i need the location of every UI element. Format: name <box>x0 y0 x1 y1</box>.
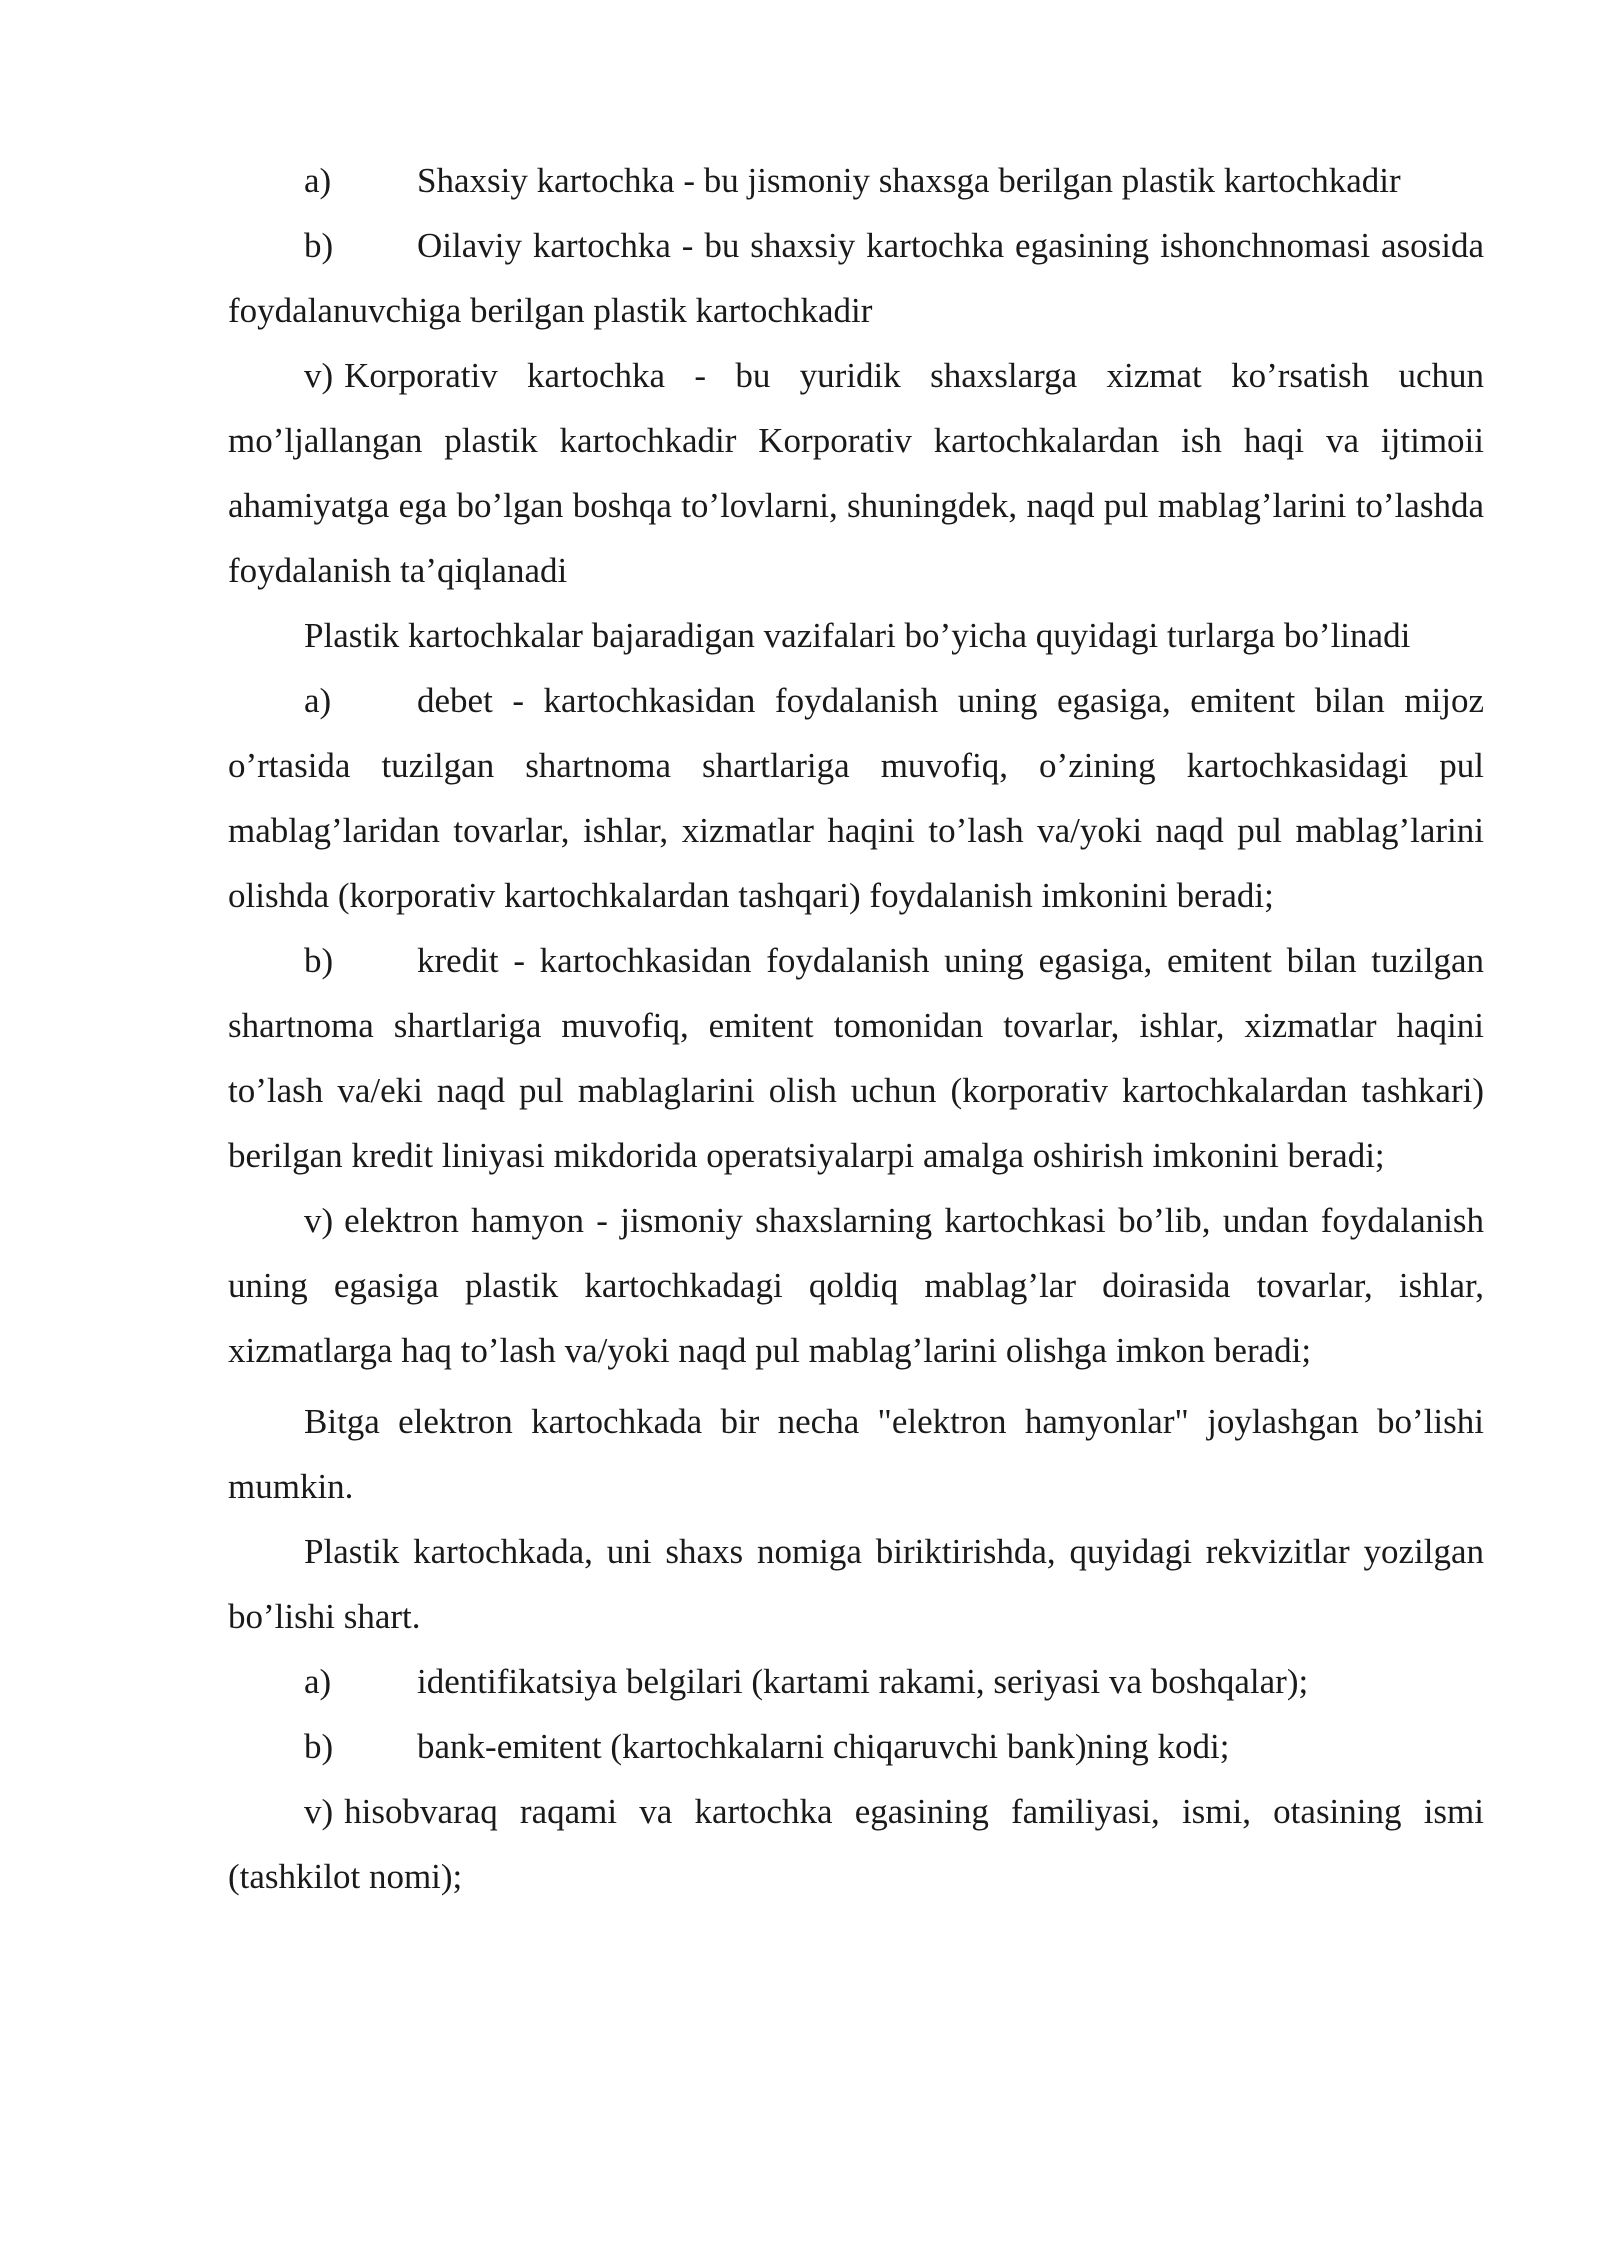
paragraph: Bitga elektron kartochkada bir necha "elektron hamyonlar" joylashgan bo’lishi mumkin. <box>228 1402 1484 1506</box>
list-marker: b) <box>304 1727 334 1766</box>
list-marker: a) <box>304 681 332 720</box>
paragraph: Plastik kartochkalar bajaradigan vazifalari bo’yicha quyidagi turlarga bo’linadi <box>304 616 1411 655</box>
list-item-text: debet - kartochkasidan foydalanish uning egasiga, emitent bilan mijoz o’rtasida tuzilgan shartnoma shartlariga muvofiq, o’zining kartochkasidagi pul mablag’laridan tovarlar, ishlar, xizmatlar haqini to’lash va/yoki naqd pul mablag’larini olishda (korporativ kartochkalardan tashqari) foydalanish imkonini beradi; <box>228 681 1484 915</box>
list-item <box>228 668 1484 928</box>
document-page <box>228 148 1484 1909</box>
list-marker: b) <box>304 941 334 980</box>
list-item-text: identifikatsiya belgilari (kartami rakami, seriyasi va boshqalar); <box>417 1662 1309 1701</box>
list-item <box>228 1779 1484 1909</box>
list-item <box>228 343 1484 603</box>
list-item-text: Oilaviy kartochka - bu shaxsiy kartochka egasining ishonchnomasi asosida foydalanuvchiga berilgan plastik kartochkadir <box>228 226 1484 330</box>
list-item-text: Shaxsiy kartochka - bu jismoniy shaxsga berilgan plastik kartochkadir <box>417 161 1401 200</box>
list-marker: a) <box>304 1662 332 1701</box>
list-item-text: kredit - kartochkasidan foydalanish uning egasiga, emitent bilan tuzilgan shartnoma shartlariga muvofiq, emitent tomonidan tovarlar, ishlar, xizmatlar haqini to’lash va/eki naqd pul mablaglarini olish uchun (korporativ kartochkalardan tashkari) berilgan kredit liniyasi mikdorida operatsiyalarpi amalga oshirish imkonini beradi; <box>228 941 1484 1175</box>
list-item <box>228 1649 1484 1714</box>
list-marker: v) <box>304 1792 334 1831</box>
list-marker: v) <box>304 1201 334 1240</box>
list-item-text: Korporativ kartochka - bu yuridik shaxslarga xizmat ko’rsatish uchun mo’ljallangan plastik kartochkadir Korporativ kartochkalardan ish haqi va ijtimoii ahamiyatga ega bo’lgan boshqa to’lovlarni, shuningdek, naqd pul mablag’larini to’lashda foydalanish ta’qiqlanadi <box>228 356 1484 590</box>
list-item-text: hisobvaraq raqami va kartochka egasining familiyasi, ismi, otasining ismi (tashkilot nomi); <box>228 1792 1484 1896</box>
list-item <box>228 213 1484 343</box>
paragraph: Plastik kartochkada, uni shaxs nomiga biriktirishda, quyidagi rekvizitlar yozilgan bo’lishi shart. <box>228 1532 1484 1636</box>
list-item <box>228 148 1484 213</box>
list-item <box>228 1188 1484 1383</box>
list-marker: a) <box>304 161 332 200</box>
list-item-text: bank-emitent (kartochkalarni chiqaruvchi bank)ning kodi; <box>417 1727 1230 1766</box>
list-item-text: elektron hamyon - jismoniy shaxslarning kartochkasi bo’lib, undan foydalanish uning egasiga plastik kartochkadagi qoldiq mablag’lar doirasida tovarlar, ishlar, xizmatlarga haq to’lash va/yoki naqd pul mablag’larini olishga imkon beradi; <box>228 1201 1484 1370</box>
list-item <box>228 1714 1484 1779</box>
list-marker: b) <box>304 226 334 265</box>
list-item <box>228 928 1484 1188</box>
list-marker: v) <box>304 356 334 395</box>
